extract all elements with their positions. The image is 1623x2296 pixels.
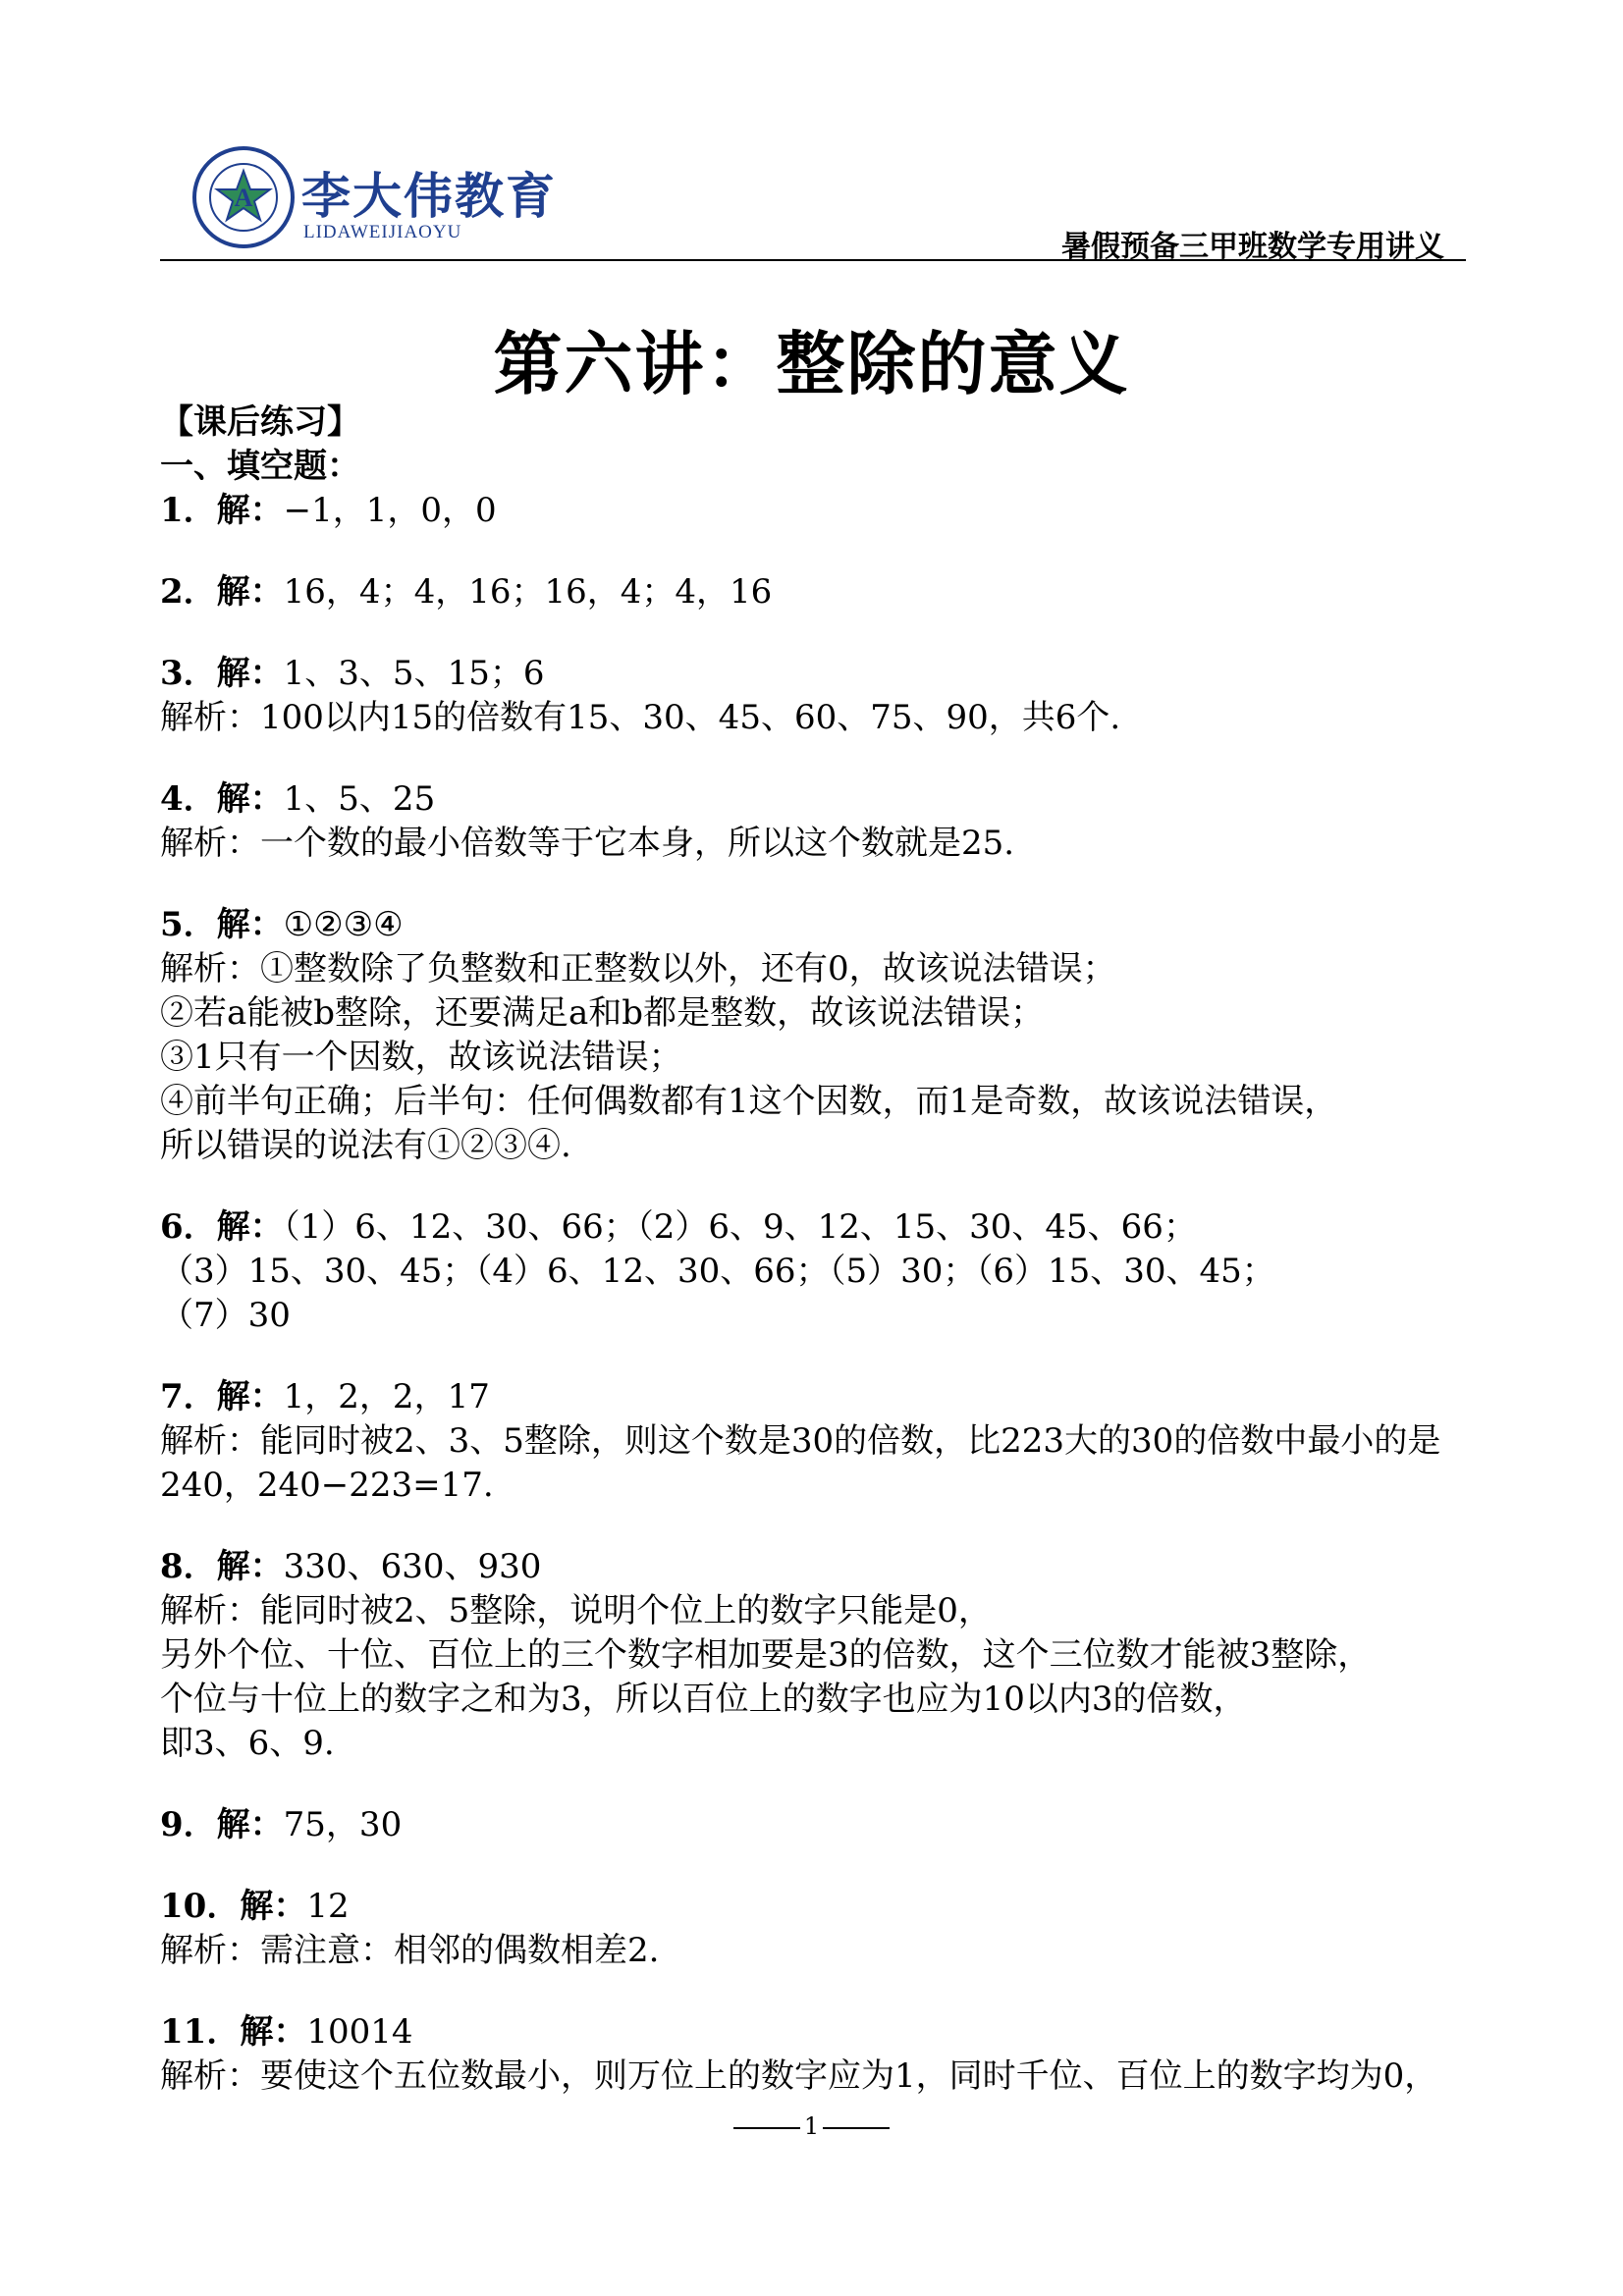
problem-answer-line [160, 1205, 1476, 1250]
problem-gap [160, 1168, 1476, 1205]
problem-answer-line [160, 1545, 1476, 1589]
logo-name: 李大伟教育 [301, 167, 557, 225]
analysis-line: 个位与十位上的数字之和为3，所以百位上的数字也应为10以内3的倍数， [160, 1680, 1247, 1719]
section-heading: 【课后练习】 [160, 402, 360, 442]
analysis-line: 解析：能同时被2、3、5整除，则这个数是30的倍数，比223大的30的倍数中最小的是 [160, 1421, 1441, 1461]
problem-number: 1．解： [160, 491, 284, 530]
problem-number: 2．解： [160, 572, 284, 612]
problem-item [160, 1205, 1476, 1338]
problem-answer: 330、630、930 [283, 1547, 542, 1586]
problem-answer-line [160, 777, 1476, 822]
analysis-line: 240，240−223=17. [160, 1466, 494, 1505]
footer-dash-right [823, 2127, 890, 2129]
analysis-line: （3）15、30、45；（4）6、12、30、66；（5）30；（6）15、30、45； [160, 1252, 1275, 1291]
problem-answer: −1，1，0，0 [283, 491, 497, 530]
problem-item [160, 1885, 1476, 1973]
analysis-line: 解析：需注意：相邻的偶数相差2. [160, 1931, 660, 1970]
problem-gap [160, 1508, 1476, 1545]
problem-item [160, 903, 1476, 1168]
analysis-line: 即3、6、9. [160, 1724, 335, 1763]
footer-dash-left [733, 2127, 800, 2129]
problem-answer: 1、3、5、15；6 [283, 654, 545, 693]
header-rule [160, 259, 1466, 261]
analysis-line: ②若a能被b整除，还要满足a和b都是整数，故该说法错误； [160, 993, 1045, 1033]
problem-answer: 1、5、25 [283, 779, 436, 819]
problem-gap [160, 866, 1476, 903]
problem-answer-line [160, 1375, 1476, 1419]
problem-number: 4．解： [160, 779, 284, 819]
problem-gap [160, 740, 1476, 777]
problem-answer-line [160, 1885, 1476, 1929]
page-footer [0, 2112, 1623, 2140]
problem-answer-line [160, 570, 1476, 614]
analysis-line: 解析：要使这个五位数最小，则万位上的数字应为1，同时千位、百位上的数字均为0， [160, 2056, 1438, 2096]
page-header [160, 137, 1466, 263]
problem-gap [160, 1847, 1476, 1885]
problem-answer: （1）6、12、30、66；（2）6、9、12、15、30、45、66； [283, 1207, 1197, 1247]
problem-gap [160, 1766, 1476, 1803]
problem-item [160, 2010, 1476, 2099]
problem-item [160, 489, 1476, 533]
problem-answer: 75，30 [283, 1805, 403, 1844]
problem-answer: ①②③④ [283, 905, 404, 944]
analysis-line: 解析：①整数除了负整数和正整数以外，还有0，故该说法错误； [160, 949, 1116, 988]
problem-number: 8．解： [160, 1547, 284, 1586]
analysis-line: （7）30 [160, 1296, 291, 1335]
problem-gap [160, 533, 1476, 570]
part-heading: 一、填空题： [160, 447, 360, 486]
problem-answer-line [160, 2010, 1476, 2055]
problem-list [160, 489, 1476, 2099]
problem-answer: 16，4；4，16；16，4；4，16 [283, 572, 773, 612]
problem-item [160, 777, 1476, 866]
problem-number: 11．解： [160, 2012, 307, 2052]
problem-number: 3．解： [160, 654, 284, 693]
analysis-line: ④前半句正确；后半句：任何偶数都有1这个因数，而1是奇数，故该说法错误， [160, 1082, 1338, 1121]
problem-gap [160, 614, 1476, 652]
content [160, 400, 1476, 2099]
problem-number: 9．解： [160, 1805, 284, 1844]
analysis-line: ③1只有一个因数，故该说法错误； [160, 1038, 682, 1077]
problem-number: 5．解： [160, 905, 284, 944]
problem-answer: 10014 [306, 2012, 413, 2052]
problem-number: 10．解： [160, 1887, 307, 1926]
problem-answer-line [160, 903, 1476, 947]
problem-item [160, 1545, 1476, 1766]
problem-answer-line [160, 1803, 1476, 1847]
analysis-line: 解析：100以内15的倍数有15、30、45、60、75、90，共6个. [160, 698, 1121, 737]
analysis-line: 解析：一个数的最小倍数等于它本身，所以这个数就是25. [160, 824, 1015, 863]
lecture-title: 第六讲：整除的意义 [493, 323, 1130, 404]
problem-answer: 1，2，2，17 [283, 1377, 490, 1416]
logo-seal-icon [191, 145, 296, 249]
problem-answer-line [160, 652, 1476, 696]
problem-item [160, 1803, 1476, 1847]
problem-item [160, 652, 1476, 740]
problem-answer-line [160, 489, 1476, 533]
page-number: 1 [803, 2112, 820, 2140]
problem-answer: 12 [306, 1887, 350, 1926]
problem-number: 6．解： [160, 1207, 284, 1247]
problem-number: 7．解： [160, 1377, 284, 1416]
analysis-line: 所以错误的说法有①②③④. [160, 1126, 571, 1165]
analysis-line: 另外个位、十位、百位上的三个数字相加要是3的倍数，这个三位数才能被3整除， [160, 1635, 1372, 1675]
course-title: 暑假预备三甲班数学专用讲义 [1061, 230, 1444, 264]
problem-gap [160, 1973, 1476, 2010]
logo [191, 145, 702, 253]
problem-item [160, 1375, 1476, 1508]
analysis-line: 解析：能同时被2、5整除，说明个位上的数字只能是0， [160, 1591, 992, 1630]
svg-text:A: A [234, 184, 253, 212]
problem-gap [160, 1338, 1476, 1375]
problem-item [160, 570, 1476, 614]
logo-pinyin: LIDAWEIJIAOYU [303, 222, 462, 242]
